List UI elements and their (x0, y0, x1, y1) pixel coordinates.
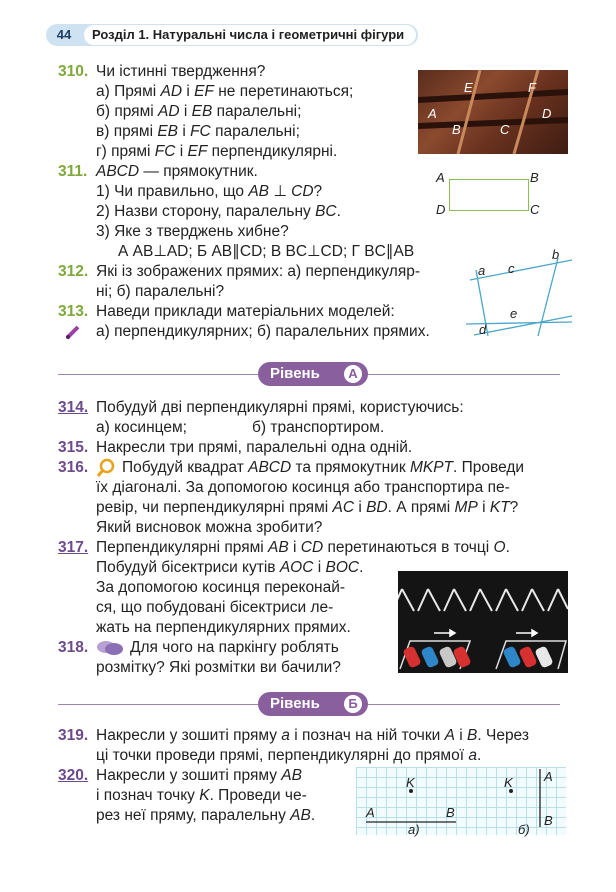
exercise-316-line3: ревір, чи перпендикулярні прямі AC і BD. А прямі MP і KT? (96, 499, 519, 516)
fig-b-label-k: K (504, 775, 513, 790)
level-b-badge: Рівень Б (258, 692, 368, 716)
rect-label-b: B (530, 170, 539, 185)
exercise-310-number: 310. (58, 63, 89, 80)
exercise-318-line2: розмітку? Які розмітки ви бачили? (96, 659, 341, 676)
fig-a-label-b: B (446, 805, 455, 820)
exercise-318-number: 318. (58, 639, 89, 656)
level-b-divider (0, 692, 616, 716)
exercise-318-line1: Для чого на паркінгу роблять (130, 639, 339, 656)
photo-label-e: E (464, 80, 473, 95)
line-label-e: e (510, 306, 518, 321)
exercise-310-a: а) Прямі AD і EF не перетинаються; (96, 83, 354, 100)
photo-label-c: C (500, 122, 510, 137)
exercise-314-line1: Побудуй дві перпендикулярні прямі, користуючись: (96, 399, 464, 416)
exercise-311-line4: 3) Яке з тверджень хибне? (96, 223, 289, 240)
exercise-317-line1: Перпендикулярні прямі AB і CD перетинаються в точці O. (96, 539, 510, 556)
exercise-313-number: 313. (58, 303, 89, 320)
exercise-317-number: 317. (58, 539, 89, 556)
photo-label-f: F (528, 80, 536, 95)
fig-a-caption: а) (408, 822, 420, 837)
exercise-315-line1: Накресли три прямі, паралельні одна одній. (96, 439, 413, 456)
speech-bubbles-icon (96, 639, 124, 657)
exercise-316-line2: їх діагоналі. За допомогою косинця або транспортира пе- (96, 479, 510, 496)
pencil-icon (64, 323, 82, 341)
exercise-310-question: Чи істинні твердження? (96, 63, 266, 80)
exercise-320-line3: рез неї пряму, паралельну AB. (96, 807, 316, 824)
magnifier-icon (96, 458, 116, 478)
exercise-312-line2: ні; б) паралельні? (96, 283, 225, 300)
level-a-letter: А (344, 365, 362, 383)
line-label-c: c (508, 261, 515, 276)
exercise-311-number: 311. (58, 163, 88, 180)
exercise-310-b: б) прямі AD і EB паралельні; (96, 103, 302, 120)
exercise-310-d: г) прямі FC і EF перпендикулярні. (96, 143, 338, 160)
exercise-316-line4: Який висновок можна зробити? (96, 519, 323, 536)
rect-label-c: C (530, 202, 540, 217)
exercise-320-number: 320. (58, 767, 89, 784)
exercise-312-number: 312. (58, 263, 89, 280)
page-header (46, 24, 418, 46)
fig-a-label-k: K (406, 775, 415, 790)
line-label-d: d (479, 322, 487, 337)
level-b-letter: Б (344, 695, 362, 713)
fig-b-label-a: A (544, 769, 553, 784)
exercise-316-line1: Побудуй квадрат ABCD та прямокутник MKPT. Проведи (122, 459, 525, 476)
exercise-311-line1: ABCD — прямокутник. (96, 163, 258, 180)
rectangle-shape (449, 179, 529, 211)
exercise-317-line4: ся, що побудовані бісектриси ле- (96, 599, 334, 616)
exercise-317-line3: За допомогою косинця переконай- (96, 579, 346, 596)
exercise-312-line1: Які із зображених прямих: а) перпендикуляр- (96, 263, 421, 280)
chapter-title: Розділ 1. Натуральні числа і геометричні фігури (84, 25, 416, 45)
fig-b-label-b: B (544, 813, 553, 828)
level-a-divider (0, 362, 616, 386)
photo-label-b: B (452, 122, 461, 137)
exercise-317-line2: Побудуй бісектриси кутів AOC і BOC. (96, 559, 364, 576)
exercise-319-line1: Накресли у зошиті пряму a і познач на ній точки A і B. Через (96, 727, 529, 744)
exercise-313-line2: а) перпендикулярних; б) паралельних прямих. (96, 323, 430, 340)
exercise-311-line2: 1) Чи правильно, що AB ⊥ CD? (96, 183, 323, 200)
grid-figure (356, 767, 566, 835)
exercise-319-line2: ці точки проведи прямі, перпендикулярні до прямої a. (96, 747, 482, 764)
exercise-320-line1: Накресли у зошиті пряму AB (96, 767, 302, 784)
level-a-badge: Рівень А (258, 362, 368, 386)
photo-label-d: D (542, 106, 552, 121)
exercise-310-c: в) прямі EB і FC паралельні; (96, 123, 300, 140)
exercise-313-line1: Наведи приклади матеріальних моделей: (96, 303, 395, 320)
parking-lot-photo (398, 571, 568, 673)
exercise-314-b: б) транспортиром. (252, 419, 385, 436)
fig-b-caption: б) (518, 822, 530, 837)
exercise-317-line5: жать на перпендикулярних прямих. (96, 619, 351, 636)
rect-label-a: A (436, 170, 445, 185)
line-label-a: a (478, 263, 486, 278)
photo-label-a: A (428, 106, 437, 121)
exercise-311-options: А AB⊥AD; Б AB∥CD; В BC⊥CD; Г BC∥AB (118, 243, 415, 260)
line-label-b: b (552, 247, 560, 262)
fig-a-label-a: A (366, 805, 375, 820)
page-number: 44 (56, 27, 72, 42)
exercise-316-number: 316. (58, 459, 89, 476)
exercise-315-number: 315. (58, 439, 89, 456)
exercise-319-number: 319. (58, 727, 89, 744)
exercise-314-number: 314. (58, 399, 89, 416)
exercise-311-line3: 2) Назви сторону, паралельну BC. (96, 203, 341, 220)
exercise-320-line2: і познач точку K. Проведи че- (96, 787, 307, 804)
exercise-314-a: а) косинцем; (96, 419, 187, 436)
rect-label-d: D (436, 202, 446, 217)
wooden-frame-photo (418, 70, 568, 154)
